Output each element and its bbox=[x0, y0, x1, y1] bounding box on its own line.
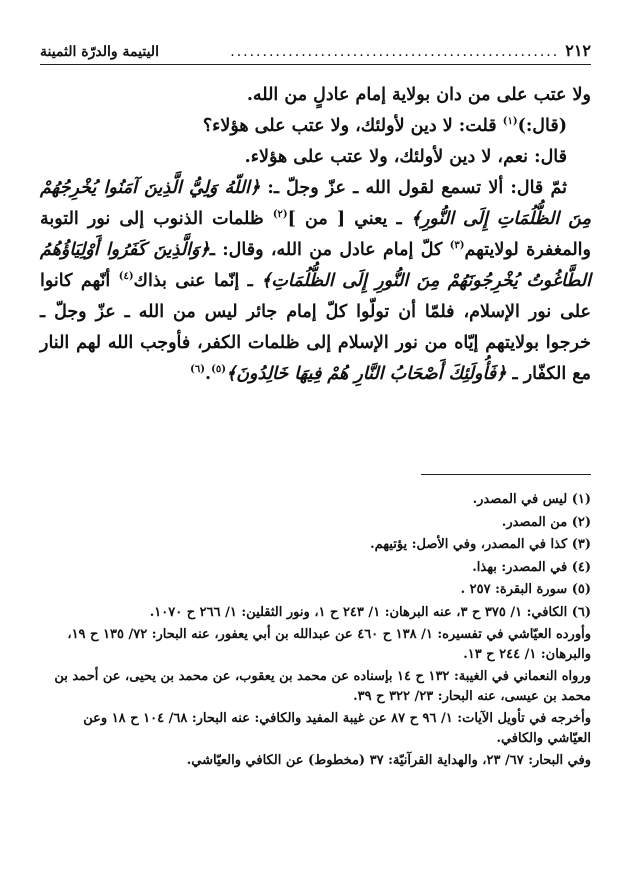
text-run: ثمّ قال: ألا تسمع لقول الله ـ عزّ وجلّ ـ: bbox=[260, 178, 567, 198]
paragraph-4 bbox=[40, 173, 591, 390]
footnote-4: (٤) في المصدر: بهذا. bbox=[472, 559, 591, 575]
page-header bbox=[40, 36, 591, 65]
footnote-6-cont-4: وفي البحار: ٦٧/ ٢٣، والهداية القرآنيّة: ٣٧ (مخطوط) عن الكافي والعيّاشي. bbox=[186, 753, 591, 768]
running-title: اليتيمة والدرّة الثمينة bbox=[40, 44, 159, 60]
footnote-6-cont-1: وأورده العيّاشي في تفسيره: ١/ ١٣٨ ح ٤٦٠ عن عبدالله بن أبي يعفور، عنه البحار: ٧٢/ ١٣٥ ح ١٩، والبرهان: ١/ ٢٤٤ ح ١٣. bbox=[67, 627, 591, 662]
quran-verse-3: ﴿فَأُولَئِكَ أَصْحَابُ النَّارِ هُمْ فِيهَا خَالِدُونَ﴾ bbox=[225, 364, 507, 384]
paragraph-1: ولا عتب على من دان بولاية إمام عادلٍ من الله. bbox=[246, 85, 591, 105]
text-run: (قال:) bbox=[517, 116, 567, 136]
page-number: ٢١٢ bbox=[565, 41, 591, 60]
footnote-6-cont-3: وأخرجه في تأويل الآيات: ١/ ٩٦ ح ٨٧ عن غيبة المفيد والكافي: عنه البحار: ٦٨/ ١٠٤ ح ١٨ وعن العيّاشي والكافي. bbox=[83, 711, 591, 746]
paragraph-2 bbox=[40, 111, 591, 142]
footnote-ref-1[interactable]: (١) bbox=[502, 116, 518, 128]
footnote-ref-3[interactable]: (٣) bbox=[449, 240, 465, 252]
text-run: . bbox=[205, 364, 212, 384]
footnote-ref-4[interactable]: (٤) bbox=[118, 271, 134, 283]
footnote-1: (١) ليس في المصدر. bbox=[472, 492, 591, 507]
footnote-2: (٢) من المصدر. bbox=[501, 514, 591, 530]
footnote-5: (٥) سورة البقرة: ٢٥٧ . bbox=[460, 582, 591, 597]
footnotes bbox=[40, 490, 591, 774]
text-run: قلت: لا دين لأولئك، ولا عتب على هؤلاء؟ bbox=[202, 116, 503, 136]
paragraph-3: قال: نعم، لا دين لأولئك، ولا عتب على هؤلاء. bbox=[244, 147, 567, 167]
text-run: ـ يعني bbox=[345, 209, 411, 229]
text-run: ـ إنّما عنى بذاك bbox=[133, 271, 262, 291]
footnote-6-cont-2: ورواه النعماني في الغيبة: ١٣٢ ح ١٤ بإسناده عن محمد بن يعقوب، عن محمد بن يحيى، عن أحمد بن محمد بن عيسى، عنه البحار: ٢٣/ ٣٢٢ ح ٣٩. bbox=[54, 669, 591, 704]
editorial-insertion: [ من ] bbox=[287, 209, 346, 229]
header-dot-leader: ................................................... bbox=[230, 44, 560, 60]
text-run: أنّهم كانوا على نور الإسلام، فلمّا أن تولّوا كلّ إمام جائر ليس من الله ـ عزّ وجلّ ـ خرجوا بولايتهم إيّاه من نور الإسلام إلى ظلمات الكفر، فأوجب الله لهم النار مع الكفّار ـ bbox=[40, 271, 591, 384]
footnote-ref-2[interactable]: (٢) bbox=[272, 209, 288, 221]
text-run: كلّ إمام عادل من الله، وقال: ـ bbox=[209, 240, 450, 260]
text-run: ظلمات الذنوب إلى نور التوبة والمغفرة لولايتهم bbox=[40, 209, 591, 260]
footnote-3: (٣) كذا في المصدر، وفي الأصل: يؤتيهم. bbox=[370, 537, 591, 552]
main-text bbox=[40, 80, 591, 390]
footnote-ref-5[interactable]: (٥) bbox=[211, 364, 226, 376]
quran-verse-1: ﴿اللّهُ وَلِيُّ الَّذِينَ آمَنُوا يُخْرِجُهُمْ مِنَ الظُّلُمَاتِ إِلَى النُّورِ﴾ bbox=[40, 178, 591, 229]
footnote-separator bbox=[421, 474, 591, 475]
quran-verse-2: ﴿وَالَّذِينَ كَفَرُوا أَوْلِيَاؤُهُمُ الطَّاغُوتُ يُخْرِجُونَهُمْ مِنَ النُّورِ إِلَى الظُّلُمَاتِ﴾ bbox=[40, 240, 591, 291]
footnote-6: (٦) الكافي: ١/ ٣٧٥ ح ٣، عنه البرهان: ١/ ٢٤٣ ح ١، ونور الثقلين: ١/ ٢٦٦ ح ١٠٧٠. bbox=[149, 604, 591, 620]
footnote-ref-6[interactable]: (٦) bbox=[190, 364, 206, 376]
